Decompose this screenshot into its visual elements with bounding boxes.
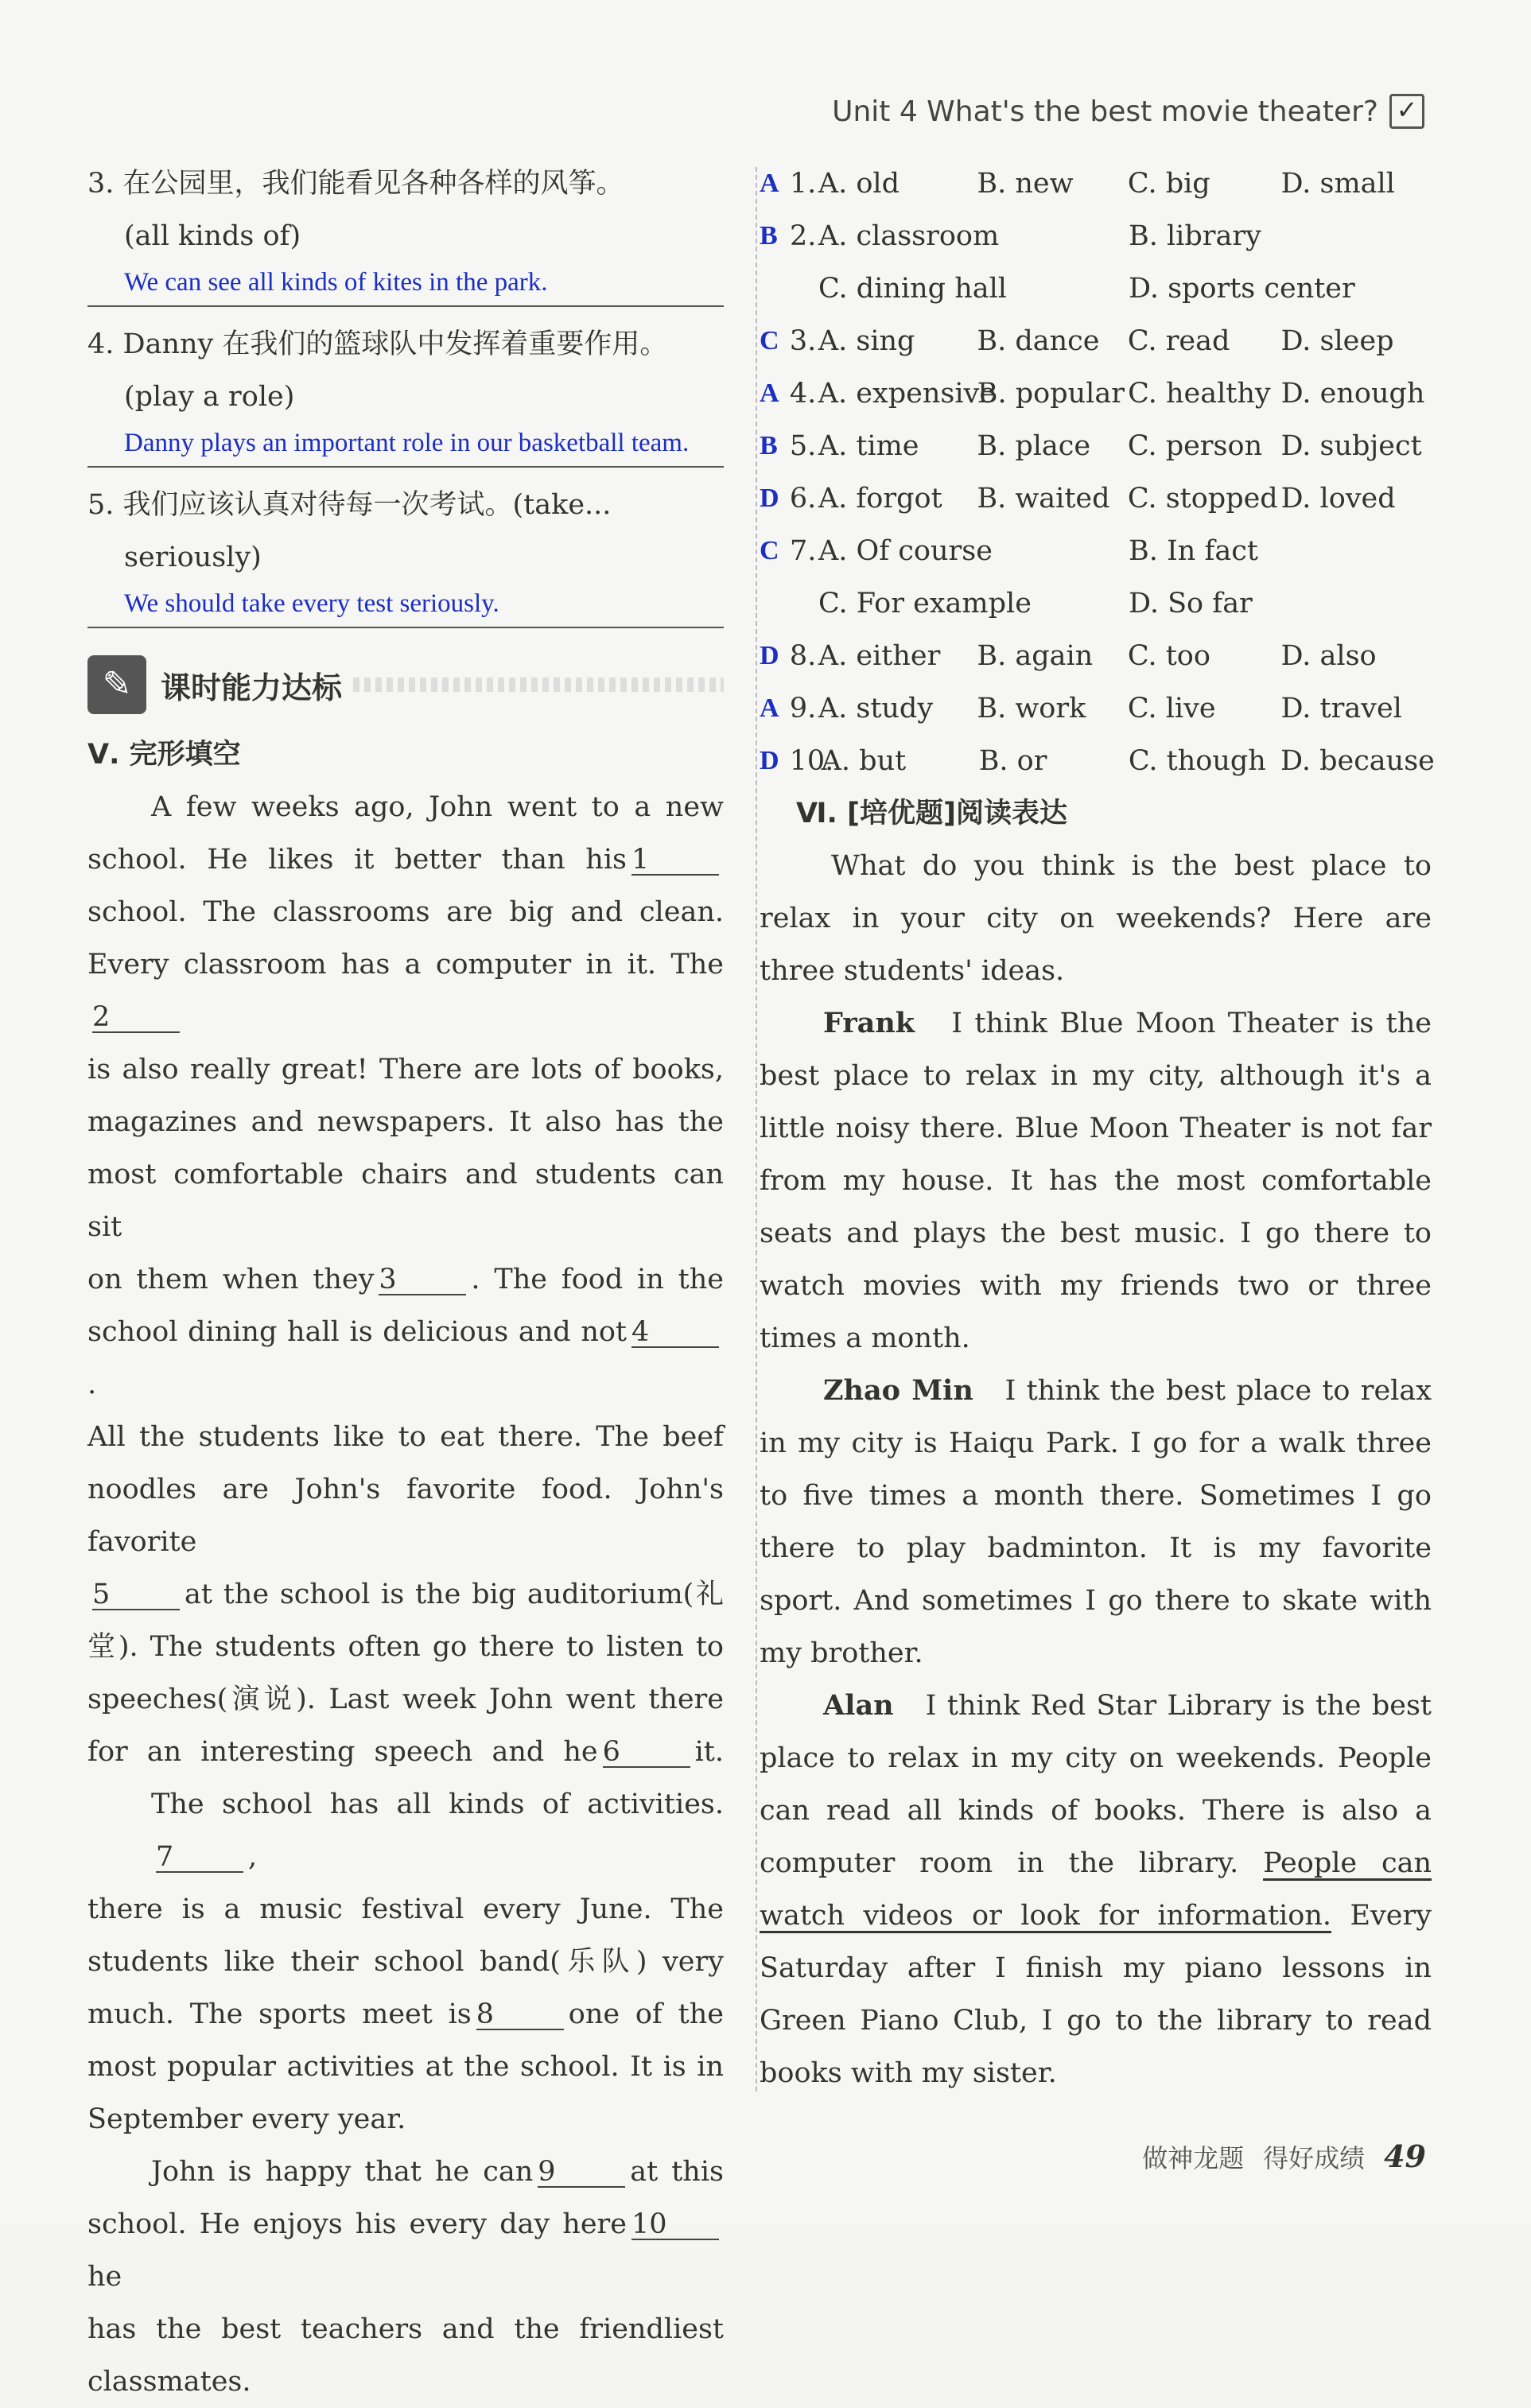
choice-option: B. dance xyxy=(977,325,1100,357)
section-banner xyxy=(87,649,724,720)
text-line: I think Blue Moon Theater is the xyxy=(951,1008,1432,1039)
choice-option: D. So far xyxy=(1129,588,1253,619)
text-line: Green Piano Club, I go to the library to read xyxy=(760,2005,1432,2037)
choice-option: B. new xyxy=(977,168,1074,200)
cloze-text: school. He likes it better than his xyxy=(87,844,627,876)
text-line: from my house. It has the most comfortable xyxy=(760,1165,1432,1197)
item-hint: (all kinds of) xyxy=(124,220,301,252)
answer-key: C xyxy=(760,326,779,355)
cloze-line xyxy=(87,886,724,938)
choice-option: B. place xyxy=(977,430,1091,462)
answer-key xyxy=(760,262,790,315)
checkmark-icon: ✓ xyxy=(1389,94,1424,129)
answer-key: C xyxy=(760,536,779,565)
text-line: seats and plays the best music. I go there to xyxy=(760,1218,1432,1249)
unit-title: Unit 4 What's the best movie theater? xyxy=(832,95,1378,128)
cloze-line xyxy=(87,1096,724,1148)
cloze-text: . The food in the xyxy=(471,1264,724,1295)
question-number: 9. xyxy=(789,693,817,724)
reading-heading: Ⅵ. [培优题]阅读表达 xyxy=(796,798,1067,829)
item-answer: We should take every test seriously. xyxy=(87,584,724,628)
cloze-text: most popular activities at the school. It is in xyxy=(87,2051,724,2083)
choice-row xyxy=(760,262,1432,315)
text-line: computer room in the library. xyxy=(760,1847,1239,1879)
speaker-name: Frank xyxy=(823,1007,915,1039)
cloze-line xyxy=(87,1673,724,1726)
text-line: watch movies with my friends two or three xyxy=(760,1270,1432,1302)
cloze-text: it. xyxy=(694,1736,724,1768)
choice-option: D. because xyxy=(1280,745,1435,777)
cloze-text: speeches(演说). Last week John went there xyxy=(87,1684,724,1715)
cloze-text: has the best teachers and the friendliest xyxy=(87,2313,724,2345)
cloze-line xyxy=(87,1306,724,1411)
cloze-text: A few weeks ago, John went to a new xyxy=(151,791,724,823)
cloze-blank: 4 xyxy=(631,1318,719,1348)
choice-option: D. enough xyxy=(1280,378,1425,410)
cloze-text: All the students like to eat there. The beef xyxy=(87,1421,724,1453)
choice-option: A. old xyxy=(818,168,900,200)
choice-option: C. big xyxy=(1127,168,1210,200)
choice-option: B. popular xyxy=(977,378,1125,410)
text-line: books with my sister. xyxy=(760,2057,1057,2089)
cloze-line xyxy=(87,2303,724,2356)
choice-option: C. read xyxy=(1127,325,1230,357)
choice-option: A. sing xyxy=(818,325,915,357)
cloze-line xyxy=(87,1148,724,1253)
item-hint: seriously) xyxy=(124,542,262,573)
cloze-text: school. He enjoys his every day here xyxy=(87,2208,627,2240)
choice-option: A. time xyxy=(818,430,919,462)
choice-option: B. In fact xyxy=(1129,535,1258,567)
cloze-text: 堂). The students often go there to listen to xyxy=(87,1631,724,1663)
cloze-line xyxy=(87,1988,724,2041)
cloze-line xyxy=(87,1883,724,1936)
choice-row xyxy=(760,472,1432,525)
item-prompt: 5. 我们应该认真对待每一次考试。(take... xyxy=(87,489,612,521)
text-line: my brother. xyxy=(760,1637,923,1669)
question-number xyxy=(790,577,818,630)
choice-option: B. waited xyxy=(977,483,1110,515)
page-footer xyxy=(1142,2138,1426,2175)
footer-slogan-2: 得好成绩 xyxy=(1263,2143,1366,2173)
cloze-text: The school has all kinds of activities. xyxy=(151,1789,724,1820)
cloze-blank: 7 xyxy=(156,1843,243,1873)
cloze-text: is also really great! There are lots of books, xyxy=(87,1054,724,1086)
item-prompt: 4. Danny 在我们的篮球队中发挥着重要作用。 xyxy=(87,328,668,360)
choice-option: A. forgot xyxy=(818,483,942,515)
choice-option: C. stopped xyxy=(1127,483,1278,515)
text-line: can read all kinds of books. There is also a xyxy=(760,1795,1432,1827)
answer-key: D xyxy=(760,746,779,775)
cloze-blank: 9 xyxy=(538,2157,625,2188)
answer-key: D xyxy=(760,641,779,670)
cloze-text: one of the xyxy=(568,1998,724,2030)
column-divider xyxy=(756,167,757,2091)
cloze-line xyxy=(87,2093,724,2146)
cloze-text: most comfortable chairs and students can sit xyxy=(87,1159,724,1243)
cloze-passage xyxy=(87,781,724,2408)
choice-option: A. classroom xyxy=(818,220,1000,252)
right-column xyxy=(760,157,1435,2099)
speaker-name: Alan xyxy=(823,1689,894,1722)
cloze-blank: 6 xyxy=(603,1738,690,1768)
item-answer: We can see all kinds of kites in the park. xyxy=(87,262,724,307)
answer-key: B xyxy=(760,221,778,251)
answer-key: A xyxy=(760,693,779,723)
cloze-text: students like their school band(乐队) very xyxy=(87,1946,724,1978)
choice-option: D. sports center xyxy=(1129,273,1355,305)
choice-option: B. library xyxy=(1129,220,1261,252)
question-number: 10. xyxy=(789,745,834,777)
text-line: there to play badminton. It is my favorite xyxy=(760,1532,1432,1564)
choice-option: B. work xyxy=(977,693,1086,724)
choice-option: C. person xyxy=(1127,430,1263,462)
cloze-text: September every year. xyxy=(87,2103,406,2135)
translation-item-4 xyxy=(87,318,724,468)
cloze-blank: 1 xyxy=(631,845,719,876)
question-number: 2. xyxy=(790,220,817,252)
cloze-text: school dining hall is delicious and not xyxy=(87,1316,627,1348)
item-hint: (play a role) xyxy=(124,381,295,413)
cloze-text: noodles are John's favorite food. John's favorite xyxy=(87,1474,724,1558)
choice-option: A. Of course xyxy=(818,535,993,567)
cloze-text: there is a music festival every June. The xyxy=(87,1893,724,1925)
text-line: times a month. xyxy=(760,1322,970,1354)
text-line: little noisy there. Blue Moon Theater is not far xyxy=(760,1113,1432,1144)
choice-option: D. also xyxy=(1280,640,1377,672)
paragraph-alan xyxy=(760,1680,1432,2099)
banner-decoration xyxy=(353,678,724,692)
choice-row xyxy=(760,630,1432,682)
cloze-line xyxy=(87,781,724,833)
question-number: 6. xyxy=(789,483,817,515)
choice-option: C. too xyxy=(1127,640,1210,672)
cloze-line xyxy=(87,1411,724,1463)
text-line: What do you think is the best place to xyxy=(831,850,1432,882)
choice-row xyxy=(760,682,1432,735)
choice-row xyxy=(760,210,1432,262)
paragraph-zhao-min xyxy=(760,1365,1432,1680)
left-column xyxy=(87,157,724,2408)
text-line: Every xyxy=(1350,1900,1432,1932)
text-line: to five times a month there. Sometimes I go xyxy=(760,1480,1432,1512)
cloze-text: he xyxy=(87,2261,122,2293)
page-number: 49 xyxy=(1384,2138,1426,2174)
choice-row xyxy=(760,367,1432,420)
choice-list xyxy=(760,157,1435,787)
cloze-text: , xyxy=(248,1841,258,1873)
cloze-line xyxy=(87,1936,724,1988)
cloze-text: school. The classrooms are big and clean. xyxy=(87,896,724,928)
cloze-text: Every classroom has a computer in it. The xyxy=(87,949,724,981)
cloze-text: . xyxy=(87,1369,97,1400)
text-line: Saturday after I finish my piano lessons in xyxy=(760,1952,1432,1984)
choice-row xyxy=(760,315,1432,367)
question-number: 8. xyxy=(789,640,817,672)
choice-option: D. small xyxy=(1280,168,1395,200)
choice-option: C. For example xyxy=(818,588,1032,619)
question-number: 3. xyxy=(789,325,817,357)
choice-option: A. either xyxy=(818,640,941,672)
cloze-text: at the school is the big auditorium(礼 xyxy=(185,1579,724,1610)
choice-option: C. though xyxy=(1128,745,1266,777)
text-line: I think the best place to relax xyxy=(1004,1375,1432,1407)
cloze-blank: 8 xyxy=(476,2000,564,2030)
cloze-line xyxy=(87,1043,724,1096)
choice-option: A. but xyxy=(821,745,907,777)
cloze-line xyxy=(87,1621,724,1673)
cloze-line xyxy=(87,2198,724,2303)
question-number: 1. xyxy=(789,168,817,200)
choice-row xyxy=(760,525,1432,577)
text-line: three students' ideas. xyxy=(760,955,1065,987)
cloze-line xyxy=(87,833,724,886)
cloze-line xyxy=(87,1253,724,1306)
cloze-text: for an interesting speech and he xyxy=(87,1736,598,1768)
answer-key: D xyxy=(760,484,779,513)
choice-option: A. study xyxy=(818,693,934,724)
answer-key: B xyxy=(760,431,778,460)
choice-row xyxy=(760,157,1432,210)
text-line: sport. And sometimes I go there to skate with xyxy=(760,1585,1432,1617)
choice-row xyxy=(760,577,1432,630)
choice-option: B. again xyxy=(977,640,1094,672)
cloze-line xyxy=(87,938,724,1043)
cloze-heading: Ⅴ. 完形填空 xyxy=(87,739,241,771)
answer-key xyxy=(760,577,790,630)
page-header xyxy=(832,94,1424,129)
speaker-name: Zhao Min xyxy=(823,1374,973,1407)
answer-key: A xyxy=(760,379,779,408)
choice-option: C. dining hall xyxy=(818,273,1007,305)
cloze-line xyxy=(87,1726,724,1778)
cloze-text: classmates. xyxy=(87,2366,251,2398)
choice-row xyxy=(760,420,1432,472)
text-line: relax in your city on weekends? Here are xyxy=(760,903,1432,934)
cloze-line xyxy=(87,2356,724,2408)
item-prompt: 3. 在公园里，我们能看见各种各样的风筝。 xyxy=(87,168,624,200)
question-number: 7. xyxy=(790,535,817,567)
translation-item-3 xyxy=(87,157,724,307)
footer-slogan-1: 做神龙题 xyxy=(1142,2143,1245,2173)
cloze-text: on them when they xyxy=(87,1264,375,1295)
translation-item-5 xyxy=(87,479,724,628)
cloze-blank: 5 xyxy=(92,1580,180,1610)
choice-option: D. subject xyxy=(1280,430,1422,462)
choice-option: B. or xyxy=(978,745,1047,777)
underlined-sentence: watch videos or look for information. xyxy=(760,1900,1331,1932)
cloze-line xyxy=(87,1778,724,1883)
banner-title: 课时能力达标 xyxy=(161,670,343,705)
reading-intro xyxy=(760,840,1432,997)
cloze-line xyxy=(87,1463,724,1568)
item-answer: Danny plays an important role in our basketball team. xyxy=(87,423,724,468)
cloze-blank: 2 xyxy=(92,1003,180,1033)
pen-icon: ✎ xyxy=(87,655,146,714)
question-number: 4. xyxy=(789,378,817,410)
text-line: I think Red Star Library is the best xyxy=(925,1690,1432,1722)
cloze-text: at this xyxy=(630,2156,725,2188)
answer-key: A xyxy=(760,169,779,198)
choice-option: C. healthy xyxy=(1128,378,1271,410)
cloze-line xyxy=(87,2146,724,2198)
cloze-line xyxy=(87,1568,724,1621)
choice-option: D. loved xyxy=(1280,483,1396,515)
cloze-blank: 10 xyxy=(631,2210,719,2240)
cloze-text: much. The sports meet is xyxy=(87,1998,472,2030)
text-line: place to relax in my city on weekends. People xyxy=(760,1742,1432,1774)
cloze-text: John is happy that he can xyxy=(151,2156,534,2188)
choice-option: C. live xyxy=(1127,693,1216,724)
choice-row xyxy=(760,735,1435,787)
underlined-sentence: People can xyxy=(1263,1847,1432,1879)
cloze-line xyxy=(87,2041,724,2093)
choice-option: D. travel xyxy=(1280,693,1402,724)
cloze-text: magazines and newspapers. It also has the xyxy=(87,1106,724,1138)
choice-option: A. expensive xyxy=(818,378,997,410)
cloze-blank: 3 xyxy=(379,1265,466,1295)
paragraph-frank xyxy=(760,997,1432,1365)
text-line: in my city is Haiqu Park. I go for a walk three xyxy=(760,1427,1432,1459)
question-number xyxy=(790,262,818,315)
question-number: 5. xyxy=(789,430,817,462)
text-line: best place to relax in my city, although it's a xyxy=(760,1060,1432,1092)
choice-option: D. sleep xyxy=(1280,325,1394,357)
